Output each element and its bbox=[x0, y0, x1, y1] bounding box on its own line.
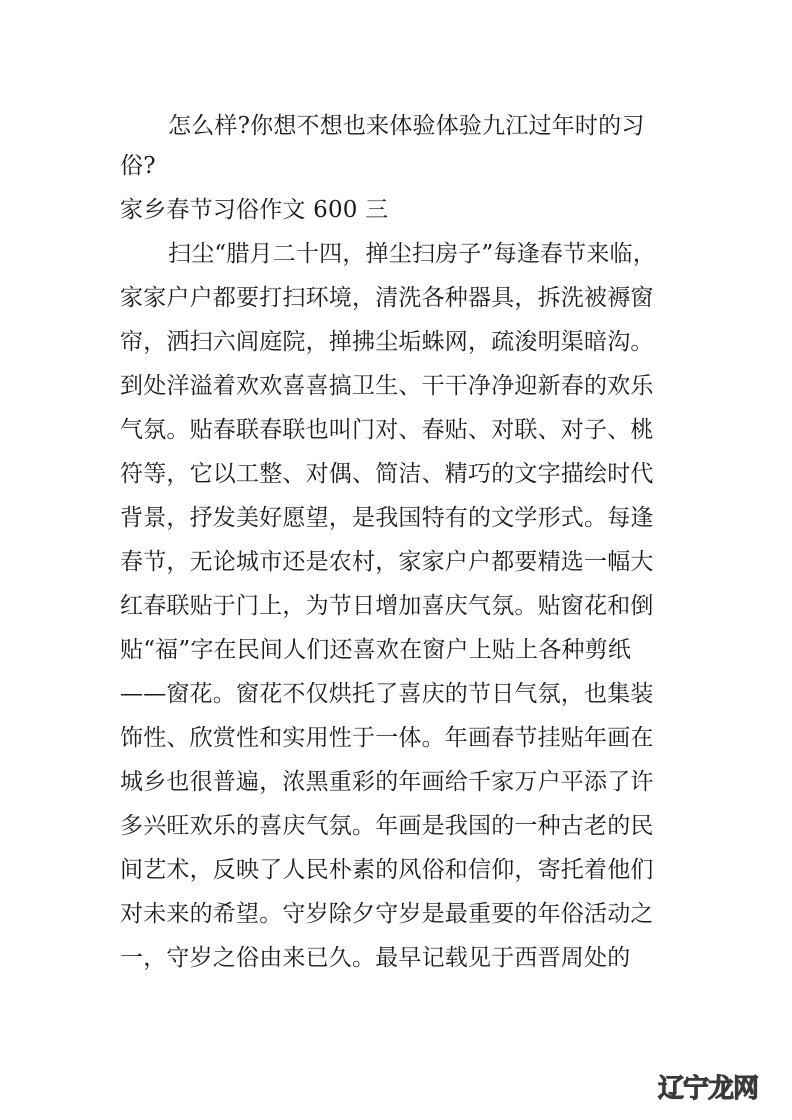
paragraph-line: 俗? bbox=[120, 153, 156, 179]
paragraph-line: 帘，洒扫六闾庭院，掸拂尘垢蛛网，疏浚明渠暗沟。 bbox=[120, 329, 654, 355]
paragraph-line: 气氛。贴春联春联也叫门对、春贴、对联、对子、桃 bbox=[120, 417, 654, 443]
paragraph-line: 城乡也很普遍，浓黑重彩的年画给千家万户平添了许 bbox=[120, 769, 654, 795]
paragraph-line: 多兴旺欢乐的喜庆气氛。年画是我国的一种古老的民 bbox=[120, 813, 654, 839]
paragraph-line: 间艺术，反映了人民朴素的风俗和信仰，寄托着他们 bbox=[120, 857, 654, 883]
site-watermark-logo bbox=[658, 1074, 758, 1104]
watermark-part-accent: 辽宁 bbox=[658, 1074, 709, 1104]
paragraph-line: 一，守岁之俗由来已久。最早记载见于西晋周处的 bbox=[120, 945, 631, 971]
section-heading: 家乡春节习俗作文 600 三 bbox=[120, 197, 389, 223]
paragraph-line: 贴“福”字在民间人们还喜欢在窗户上贴上各种剪纸 bbox=[120, 637, 632, 663]
paragraph-line: 扫尘“腊月二十四，掸尘扫房子”每逢春节来临， bbox=[168, 241, 656, 267]
paragraph-line: 符等，它以工整、对偶、简洁、精巧的文字描绘时代 bbox=[120, 461, 654, 487]
document-page bbox=[120, 108, 680, 980]
paragraph-line: 饰性、欣赏性和实用性于一体。年画春节挂贴年画在 bbox=[120, 725, 654, 751]
paragraph-line: 对未来的希望。守岁除夕守岁是最重要的年俗活动之 bbox=[120, 901, 654, 927]
paragraph-line: 怎么样?你想不想也来体验体验九江过年时的习 bbox=[168, 113, 645, 139]
paragraph-line: 红春联贴于门上，为节日增加喜庆气氛。贴窗花和倒 bbox=[120, 593, 654, 619]
paragraph-line: 到处洋溢着欢欢喜喜搞卫生、干干净净迎新春的欢乐 bbox=[120, 373, 654, 399]
paragraph-line: 春节，无论城市还是农村，家家户户都要精选一幅大 bbox=[120, 549, 654, 575]
watermark-part-outline: 龙网 bbox=[708, 1074, 759, 1104]
paragraph-line: ——窗花。窗花不仅烘托了喜庆的节日气氛，也集装 bbox=[120, 681, 654, 707]
paragraph-line: 家家户户都要打扫环境，清洗各种器具，拆洗被褥窗 bbox=[120, 285, 654, 311]
paragraph-line: 背景，抒发美好愿望，是我国特有的文学形式。每逢 bbox=[120, 505, 654, 531]
